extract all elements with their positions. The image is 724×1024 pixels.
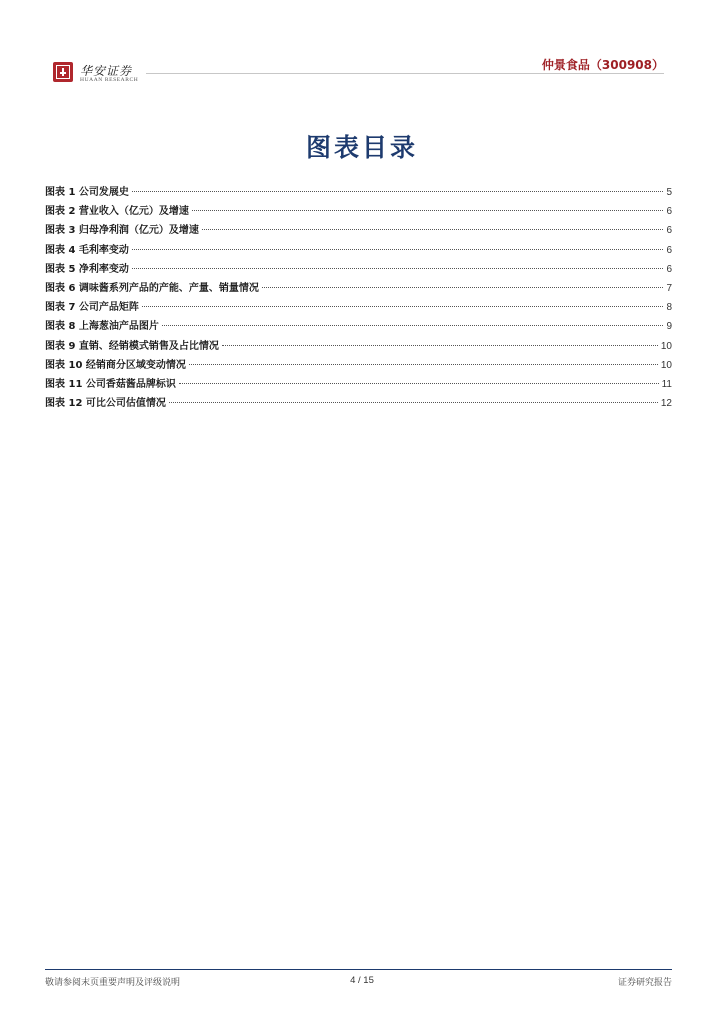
toc-entry-label: 图表 9 直销、经销模式销售及占比情况 [45,340,219,352]
toc-entry-page: 5 [666,187,672,198]
toc-entry-label: 图表 7 公司产品矩阵 [45,302,139,314]
toc-entry[interactable] [45,317,672,336]
company-ticker: 仲景食品（300908） [541,58,664,72]
toc-entry-label: 图表 8 上海葱油产品图片 [45,321,159,333]
toc-entry-page: 9 [666,321,672,333]
toc-leader-dots [162,325,664,326]
toc-entry[interactable] [45,375,672,394]
toc-entry[interactable] [45,183,672,202]
toc-entry-page: 6 [666,244,672,256]
figure-list [45,183,672,413]
toc-entry-page: 10 [660,340,672,352]
footer-divider [45,969,672,970]
toc-leader-dots [142,306,664,307]
page-header [0,0,724,100]
toc-entry-label: 图表 3 归母净利润（亿元）及增速 [45,225,199,237]
toc-entry-label: 图表 4 毛利率变动 [45,244,129,256]
brand-subtitle: HUAAN RESEARCH [80,77,139,83]
toc-entry[interactable] [45,394,672,413]
header-divider [146,73,664,74]
page-title: 图表目录 [305,133,418,162]
footer-disclaimer: 敬请参阅末页重要声明及评级说明 [45,978,181,988]
toc-leader-dots [132,249,664,250]
toc-leader-dots [169,402,658,403]
toc-leader-dots [179,383,659,384]
toc-entry-label: 图表 2 营业收入（亿元）及增速 [45,206,189,218]
toc-leader-dots [262,287,664,288]
toc-entry-page: 6 [666,225,672,237]
toc-entry[interactable] [45,356,672,375]
toc-leader-dots [192,210,664,211]
toc-leader-dots [222,345,658,346]
brand-name: 华安证券 [80,64,133,78]
toc-entry[interactable] [45,221,672,240]
report-type: 证券研究报告 [617,978,672,988]
toc-entry-label: 图表 10 经销商分区域变动情况 [45,359,186,371]
toc-entry-label: 图表 11 公司香菇酱品牌标识 [45,378,176,390]
toc-leader-dots [132,191,664,192]
toc-entry-page: 12 [660,398,672,410]
huaan-logo-icon [53,62,73,82]
toc-leader-dots [189,364,658,365]
toc-entry-label: 图表 5 净利率变动 [45,263,129,275]
toc-entry-page: 10 [660,359,672,371]
toc-entry-page: 11 [661,378,672,390]
toc-leader-dots [132,268,664,269]
toc-leader-dots [202,229,664,230]
toc-entry-page: 6 [666,263,672,275]
toc-entry[interactable] [45,241,672,260]
toc-entry-label: 图表 1 公司发展史 [45,187,129,198]
toc-entry[interactable] [45,260,672,279]
toc-entry[interactable] [45,298,672,317]
toc-entry-page: 6 [666,206,672,218]
toc-entry[interactable] [45,337,672,356]
toc-entry[interactable] [45,202,672,221]
toc-entry-page: 8 [666,302,672,314]
page-number: 4 / 15 [350,975,374,986]
toc-entry-page: 7 [666,282,672,294]
toc-entry-label: 图表 12 可比公司估值情况 [45,398,166,410]
toc-entry[interactable] [45,279,672,298]
toc-entry-label: 图表 6 调味酱系列产品的产能、产量、销量情况 [45,282,259,294]
